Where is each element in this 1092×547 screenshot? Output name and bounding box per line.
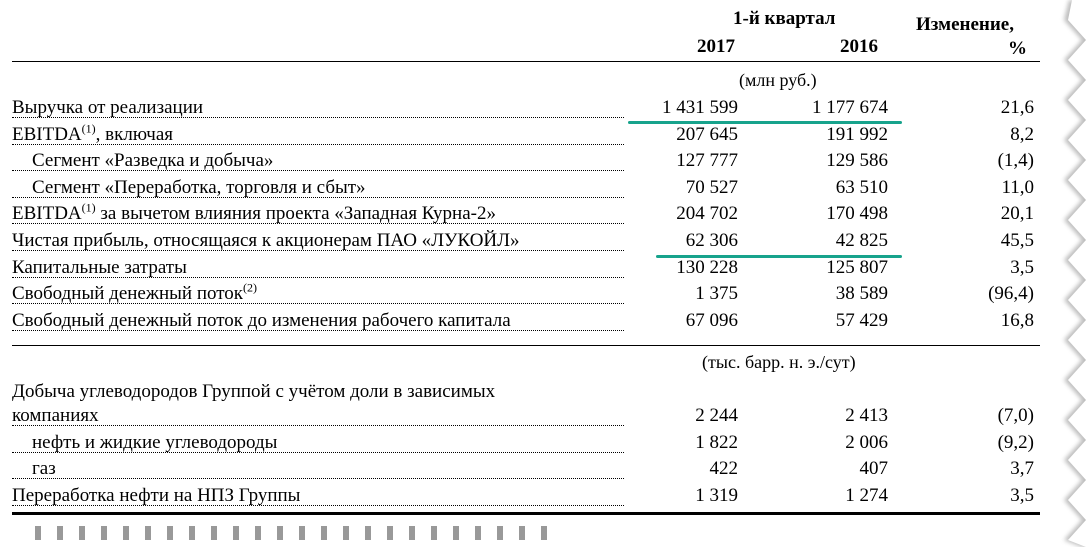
value-2016: 2 413: [845, 405, 888, 426]
value-change: 8,2: [1010, 123, 1034, 145]
row-label-text: EBITDA: [12, 203, 82, 225]
table-row: [0, 150, 1092, 176]
table-row: [0, 203, 1092, 229]
row-label: [12, 405, 624, 426]
value-2017: 2 244: [695, 405, 738, 426]
torn-edge-decoration: [1042, 0, 1092, 547]
value-2017: 422: [709, 458, 738, 480]
row-label: [12, 310, 624, 331]
value-2017: 70 527: [685, 176, 738, 198]
value-2017: 67 096: [685, 309, 738, 331]
value-2016: 191 992: [826, 123, 888, 145]
row-label-text: Переработка нефти на НПЗ Группы: [12, 484, 301, 506]
table-row: [0, 432, 1092, 458]
header-change-line2: %: [1008, 38, 1027, 59]
table-row: [0, 310, 1092, 336]
table-row: [0, 177, 1092, 203]
value-change: 20,1: [1000, 203, 1034, 225]
row-label: [12, 283, 624, 304]
table-row: [0, 485, 1092, 511]
row-label-text: нефть и жидкие углеводороды: [32, 431, 278, 453]
row-label-suffix: , включая: [95, 123, 174, 145]
row-label: [12, 458, 624, 479]
table-row: [0, 458, 1092, 484]
production-header-line1: Добыча углеводородов Группой с учётом доли в зависимых: [12, 381, 496, 402]
value-2016: 1 177 674: [812, 97, 888, 118]
row-label: [12, 230, 624, 251]
row-label: [12, 177, 624, 198]
row-label: [12, 150, 624, 171]
table-row: [0, 97, 1092, 123]
row-label: [12, 124, 624, 145]
value-2017: 1 319: [695, 484, 738, 506]
header-year-2016: 2016: [840, 36, 878, 57]
row-label-suffix: за вычетом влияния проекта «Западная Курна-2»: [95, 203, 496, 225]
value-change: (7,0): [997, 405, 1034, 426]
value-change: 16,8: [1000, 309, 1034, 331]
value-change: (96,4): [988, 283, 1034, 305]
row-label: [12, 257, 624, 278]
units-money: (млн руб.): [739, 70, 817, 90]
value-change: 21,6: [1000, 97, 1034, 118]
value-change: 11,0: [1001, 176, 1034, 198]
row-label-text: компаниях: [12, 405, 99, 426]
value-2017: 127 777: [676, 150, 738, 172]
table-row: [0, 257, 1092, 283]
value-change: 45,5: [1000, 230, 1034, 251]
section-rule: [12, 345, 1040, 346]
value-2017: 207 645: [676, 123, 738, 145]
header-year-2017: 2017: [697, 36, 735, 57]
value-change: 3,5: [1010, 256, 1034, 278]
row-label-text: Капитальные затраты: [12, 256, 187, 278]
row-label-text: Чистая прибыль, относящаяся к акционерам ПАО «ЛУКОЙЛ»: [12, 230, 520, 251]
value-2016: 2 006: [845, 431, 888, 453]
row-label-text: Выручка от реализации: [12, 97, 204, 118]
value-2016: 125 807: [826, 256, 888, 278]
bottom-rule: [12, 512, 1040, 515]
header-period: 1-й квартал: [733, 8, 836, 29]
footnote-ref: (1): [81, 203, 96, 216]
row-label-text: Сегмент «Переработка, торговля и сбыт»: [32, 176, 366, 198]
table-row: [0, 405, 1092, 431]
row-label-text: газ: [32, 458, 56, 480]
row-label-text: Сегмент «Разведка и добыча»: [32, 150, 274, 172]
table-row: [0, 124, 1092, 150]
cutoff-text-fragment: [35, 522, 555, 547]
row-label-text: EBITDA: [12, 123, 82, 145]
value-2017: 1 375: [695, 283, 738, 305]
table-row: [0, 283, 1092, 309]
footnote-ref: (2): [243, 283, 258, 295]
table-row: [0, 230, 1092, 256]
value-2017: 1 822: [695, 431, 738, 453]
highlight-underline-net-income: [656, 255, 902, 258]
value-2016: 42 825: [835, 230, 888, 251]
value-change: (9,2): [997, 431, 1034, 453]
value-2016: 170 498: [826, 203, 888, 225]
value-2016: 57 429: [835, 309, 888, 331]
header-change-line1: Изменение,: [916, 14, 1014, 35]
value-change: (1,4): [997, 150, 1034, 172]
footnote-ref: (1): [81, 123, 96, 136]
value-2017: 130 228: [676, 256, 738, 278]
row-label-text: Свободный денежный поток до изменения рабочего капитала: [12, 309, 511, 331]
value-2016: 1 274: [845, 484, 888, 506]
value-2017: 1 431 599: [662, 97, 738, 118]
row-label: [12, 432, 624, 453]
value-2017: 62 306: [685, 230, 738, 251]
value-2017: 204 702: [676, 203, 738, 225]
units-volume: (тыс. барр. н. э./сут): [702, 352, 856, 372]
value-2016: 129 586: [826, 150, 888, 172]
value-change: 3,5: [1010, 484, 1034, 506]
value-change: 3,7: [1010, 458, 1034, 480]
row-label-text: Свободный денежный поток: [12, 283, 244, 305]
value-2016: 38 589: [835, 283, 888, 305]
row-label: [12, 97, 624, 118]
value-2016: 63 510: [835, 176, 888, 198]
header-rule: [12, 61, 1040, 62]
row-label: [12, 485, 624, 506]
value-2016: 407: [859, 458, 888, 480]
row-label: [12, 203, 624, 224]
highlight-underline-revenue: [628, 121, 902, 124]
